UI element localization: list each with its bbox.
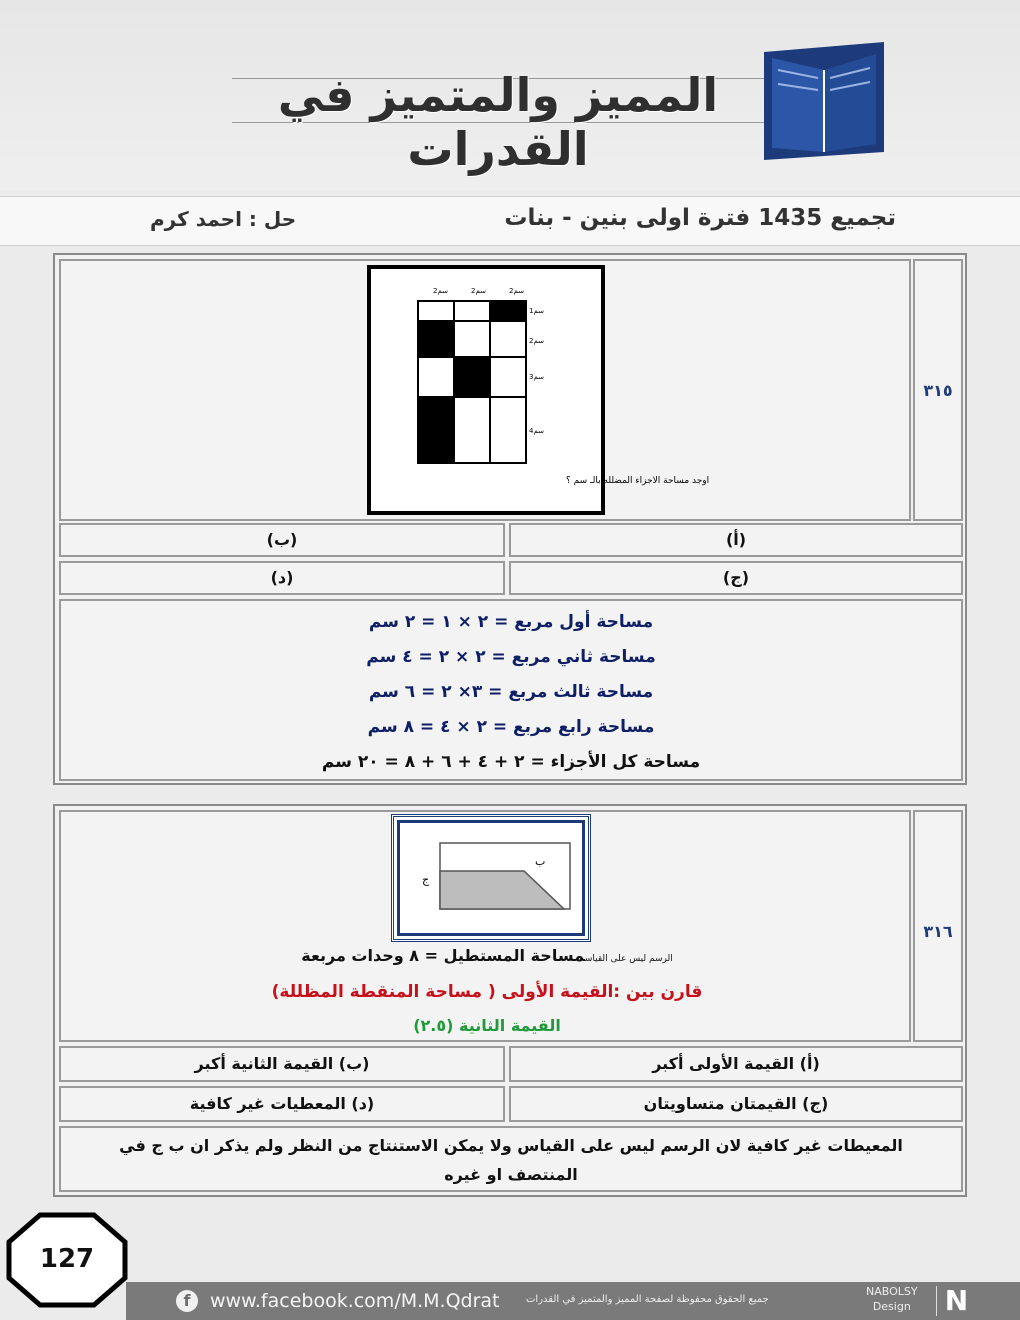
question-315-figure-cell xyxy=(59,259,911,521)
trapezoid-figure xyxy=(391,814,591,942)
grid-cell xyxy=(454,301,490,321)
page-number-badge xyxy=(6,1212,128,1308)
col-label-3: 2سم xyxy=(509,287,524,295)
second-value: القيمة الثانية (٢.٥) xyxy=(413,1016,561,1035)
question-number: ٣١٥ xyxy=(913,259,963,521)
solution-line: مساحة أول مربع = ٢ × ١ = ٢ سم xyxy=(368,612,654,632)
col-label-1: 2سم xyxy=(433,287,448,295)
solution-line: مساحة كل الأجزاء = ٢ + ٤ + ٦ + ٨ = ٢٠ سم xyxy=(321,752,701,772)
solution-line: المنتصف او غيره xyxy=(444,1165,578,1184)
question-number: ٣١٦ xyxy=(913,810,963,1042)
page-number: 127 xyxy=(39,1244,95,1274)
brand-title: المميز والمتميز في القدرات xyxy=(277,68,719,176)
rectangle-diagram xyxy=(394,817,588,939)
option-a[interactable]: (أ) xyxy=(509,523,963,557)
solution-316 xyxy=(59,1126,963,1192)
facebook-link[interactable]: www.facebook.com/M.M.Qdrat xyxy=(210,1290,500,1312)
sub-header-bar xyxy=(0,196,1020,246)
point-j-label: ج xyxy=(422,873,430,886)
not-to-scale-note: الرسم ليس على القياس xyxy=(584,954,673,964)
grid-cell xyxy=(454,321,490,357)
solution-line: مساحة ثاني مربع = ٢ × ٢ = ٤ سم xyxy=(366,647,656,667)
collection-title: تجميع 1435 فترة اولى بنين - بنات xyxy=(504,205,896,231)
row-label-3: 3سم xyxy=(529,373,544,381)
page-header xyxy=(0,0,1020,190)
grid-diagram xyxy=(371,269,710,511)
option-d[interactable]: (د) xyxy=(59,561,505,595)
book-logo-icon xyxy=(758,40,890,162)
question-316-figure-cell xyxy=(59,810,911,1042)
row-label-2: 2سم xyxy=(529,337,544,345)
row-label-1: 1سم xyxy=(529,307,544,315)
designer-sub: Design xyxy=(872,1300,911,1313)
designer-name: NABOLSY xyxy=(866,1285,918,1298)
shaded-grid-figure xyxy=(367,265,710,515)
designer-credit xyxy=(866,1284,918,1314)
shaded-square-1 xyxy=(490,301,526,321)
shaded-square-4 xyxy=(418,397,454,463)
page-footer xyxy=(126,1282,1020,1320)
point-b-label: ب xyxy=(535,855,546,868)
rectangle-area-statement: مساحة المستطيل = ٨ وحدات مربعة xyxy=(301,946,585,965)
row-label-4: 4سم xyxy=(529,427,544,435)
question-315 xyxy=(53,253,967,785)
solution-line: مساحة رابع مربع = ٢ × ٤ = ٨ سم xyxy=(367,717,655,737)
facebook-icon[interactable]: f xyxy=(176,1290,198,1312)
grid-cell xyxy=(490,397,526,463)
solver-name: حل : احمد كرم xyxy=(150,207,297,231)
option-b[interactable]: (ب) القيمة الثانية أكبر xyxy=(59,1046,505,1082)
shaded-square-3 xyxy=(454,357,490,397)
option-a[interactable]: (أ) القيمة الأولى أكبر xyxy=(509,1046,963,1082)
option-c[interactable]: (ج) xyxy=(509,561,963,595)
solution-line: مساحة ثالث مربع = ٣× ٢ = ٦ سم xyxy=(368,682,654,702)
compare-line: قارن بين :القيمة الأولى ( مساحة المنقطة المظللة) xyxy=(271,982,703,1002)
rights-notice: جميع الحقوق محفوظة لصفحة المميز والمتميز في القدرات xyxy=(526,1294,769,1305)
grid-cell xyxy=(418,357,454,397)
question-316 xyxy=(53,804,967,1197)
statement-line xyxy=(61,946,913,965)
option-b[interactable]: (ب) xyxy=(59,523,505,557)
solution-line: المعيطات غير كافية لان الرسم ليس على القياس ولا يمكن الاستنتاج من النظر ولم يذكر ان ب ج في xyxy=(119,1136,903,1155)
solution-315 xyxy=(59,599,963,781)
designer-logo: N xyxy=(936,1286,976,1316)
grid-cell xyxy=(490,321,526,357)
grid-cell xyxy=(490,357,526,397)
shaded-square-2 xyxy=(418,321,454,357)
grid-cell xyxy=(418,301,454,321)
col-label-2: 2سم xyxy=(471,287,486,295)
figure-caption: اوجد مساحة الاجزاء المضلله بالـ سم ؟ xyxy=(566,476,710,486)
option-d[interactable]: (د) المعطيات غير كافية xyxy=(59,1086,505,1122)
option-c[interactable]: (ج) القيمتان متساويتان xyxy=(509,1086,963,1122)
grid-cell xyxy=(454,397,490,463)
